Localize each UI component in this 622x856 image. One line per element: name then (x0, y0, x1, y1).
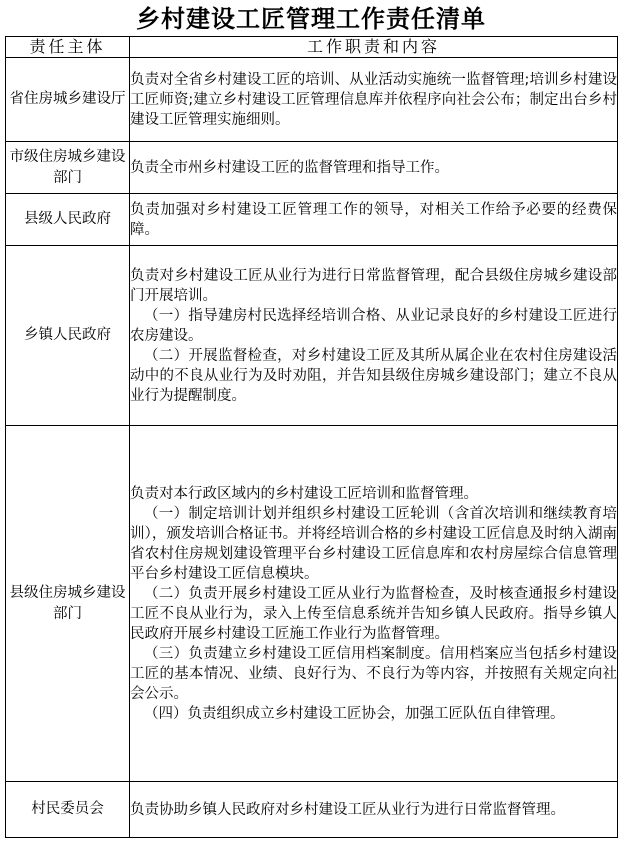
duty-paragraph: 负责对乡村建设工匠从业行为进行日常监督管理，配合县级住房城乡建设部门开展培训。 (130, 267, 617, 304)
duty-paragraph: （一）制定培训计划并组织乡村建设工匠轮训（含首次培训和继续教育培训），颁发培训合格证书。并将经培训合格的乡村建设工匠信息及时纳入湖南省农村住房规划建设管理平台乡村建设工匠信息库和农村房屋综合信息管理平台乡村建设工匠信息模块。 (130, 505, 617, 582)
table-row (6, 426, 618, 782)
duty-paragraph: （二）开展监督检查，对乡村建设工匠及其所从属企业在农村住房建设活动中的不良从业行为及时劝阻，并告知县级住房城乡建设部门；建立不良从业行为提醒制度。 (130, 347, 617, 404)
duty-paragraph: 负责加强对乡村建设工匠管理工作的领导，对相关工作给予必要的经费保障。 (130, 201, 617, 238)
table-row (6, 142, 618, 194)
entity-cell: 市级住房城乡建设部门 (6, 142, 130, 194)
entity-cell: 乡镇人民政府 (6, 246, 130, 426)
duty-paragraph: 负责对全省乡村建设工匠的培训、从业活动实施统一监督管理;培训乡村建设工匠师资;建立乡村建设工匠管理信息库并依程序向社会公布；制定出台乡村建设工匠管理实施细则。 (130, 71, 617, 128)
duties-cell (130, 58, 618, 142)
header-duties: 工作职责和内容 (130, 37, 618, 58)
duties-cell (130, 426, 618, 782)
table-row (6, 194, 618, 246)
duties-cell (130, 782, 618, 838)
entity-cell: 村民委员会 (6, 782, 130, 838)
duties-cell (130, 194, 618, 246)
duty-paragraph: （二）负责开展乡村建设工匠从业行为监督检查，及时核查通报乡村建设工匠不良从业行为，录入上传至信息系统并告知乡镇人民政府。指导乡镇人民政府开展乡村建设工匠施工作业行为监督管理。 (130, 585, 617, 642)
table-row (6, 58, 618, 142)
table-row (6, 782, 618, 838)
duty-paragraph: （一）指导建房村民选择经培训合格、从业记录良好的乡村建设工匠进行农房建设。 (130, 307, 617, 344)
duty-paragraph: （三）负责建立乡村建设工匠信用档案制度。信用档案应当包括乡村建设工匠的基本情况、业绩、良好行为、不良行为等内容，并按照有关规定向社会公示。 (130, 645, 617, 702)
table-header-row (6, 37, 618, 58)
duty-paragraph: 负责对本行政区域内的乡村建设工匠培训和监督管理。 (130, 485, 478, 502)
duties-cell (130, 142, 618, 194)
entity-cell: 省住房城乡建设厅 (6, 58, 130, 142)
responsibility-table (5, 36, 618, 838)
entity-cell: 县级住房城乡建设部门 (6, 426, 130, 782)
header-entity: 责任主体 (6, 37, 130, 58)
entity-cell: 县级人民政府 (6, 194, 130, 246)
page-title: 乡村建设工匠管理工作责任清单 (136, 5, 486, 33)
duties-cell (130, 246, 618, 426)
table-row (6, 246, 618, 426)
duty-paragraph: （四）负责组织成立乡村建设工匠协会，加强工匠队伍自律管理。 (144, 705, 565, 722)
duty-paragraph: 负责协助乡镇人民政府对乡村建设工匠从业行为进行日常监督管理。 (130, 801, 565, 818)
duty-paragraph: 负责全市州乡村建设工匠的监督管理和指导工作。 (130, 159, 449, 176)
